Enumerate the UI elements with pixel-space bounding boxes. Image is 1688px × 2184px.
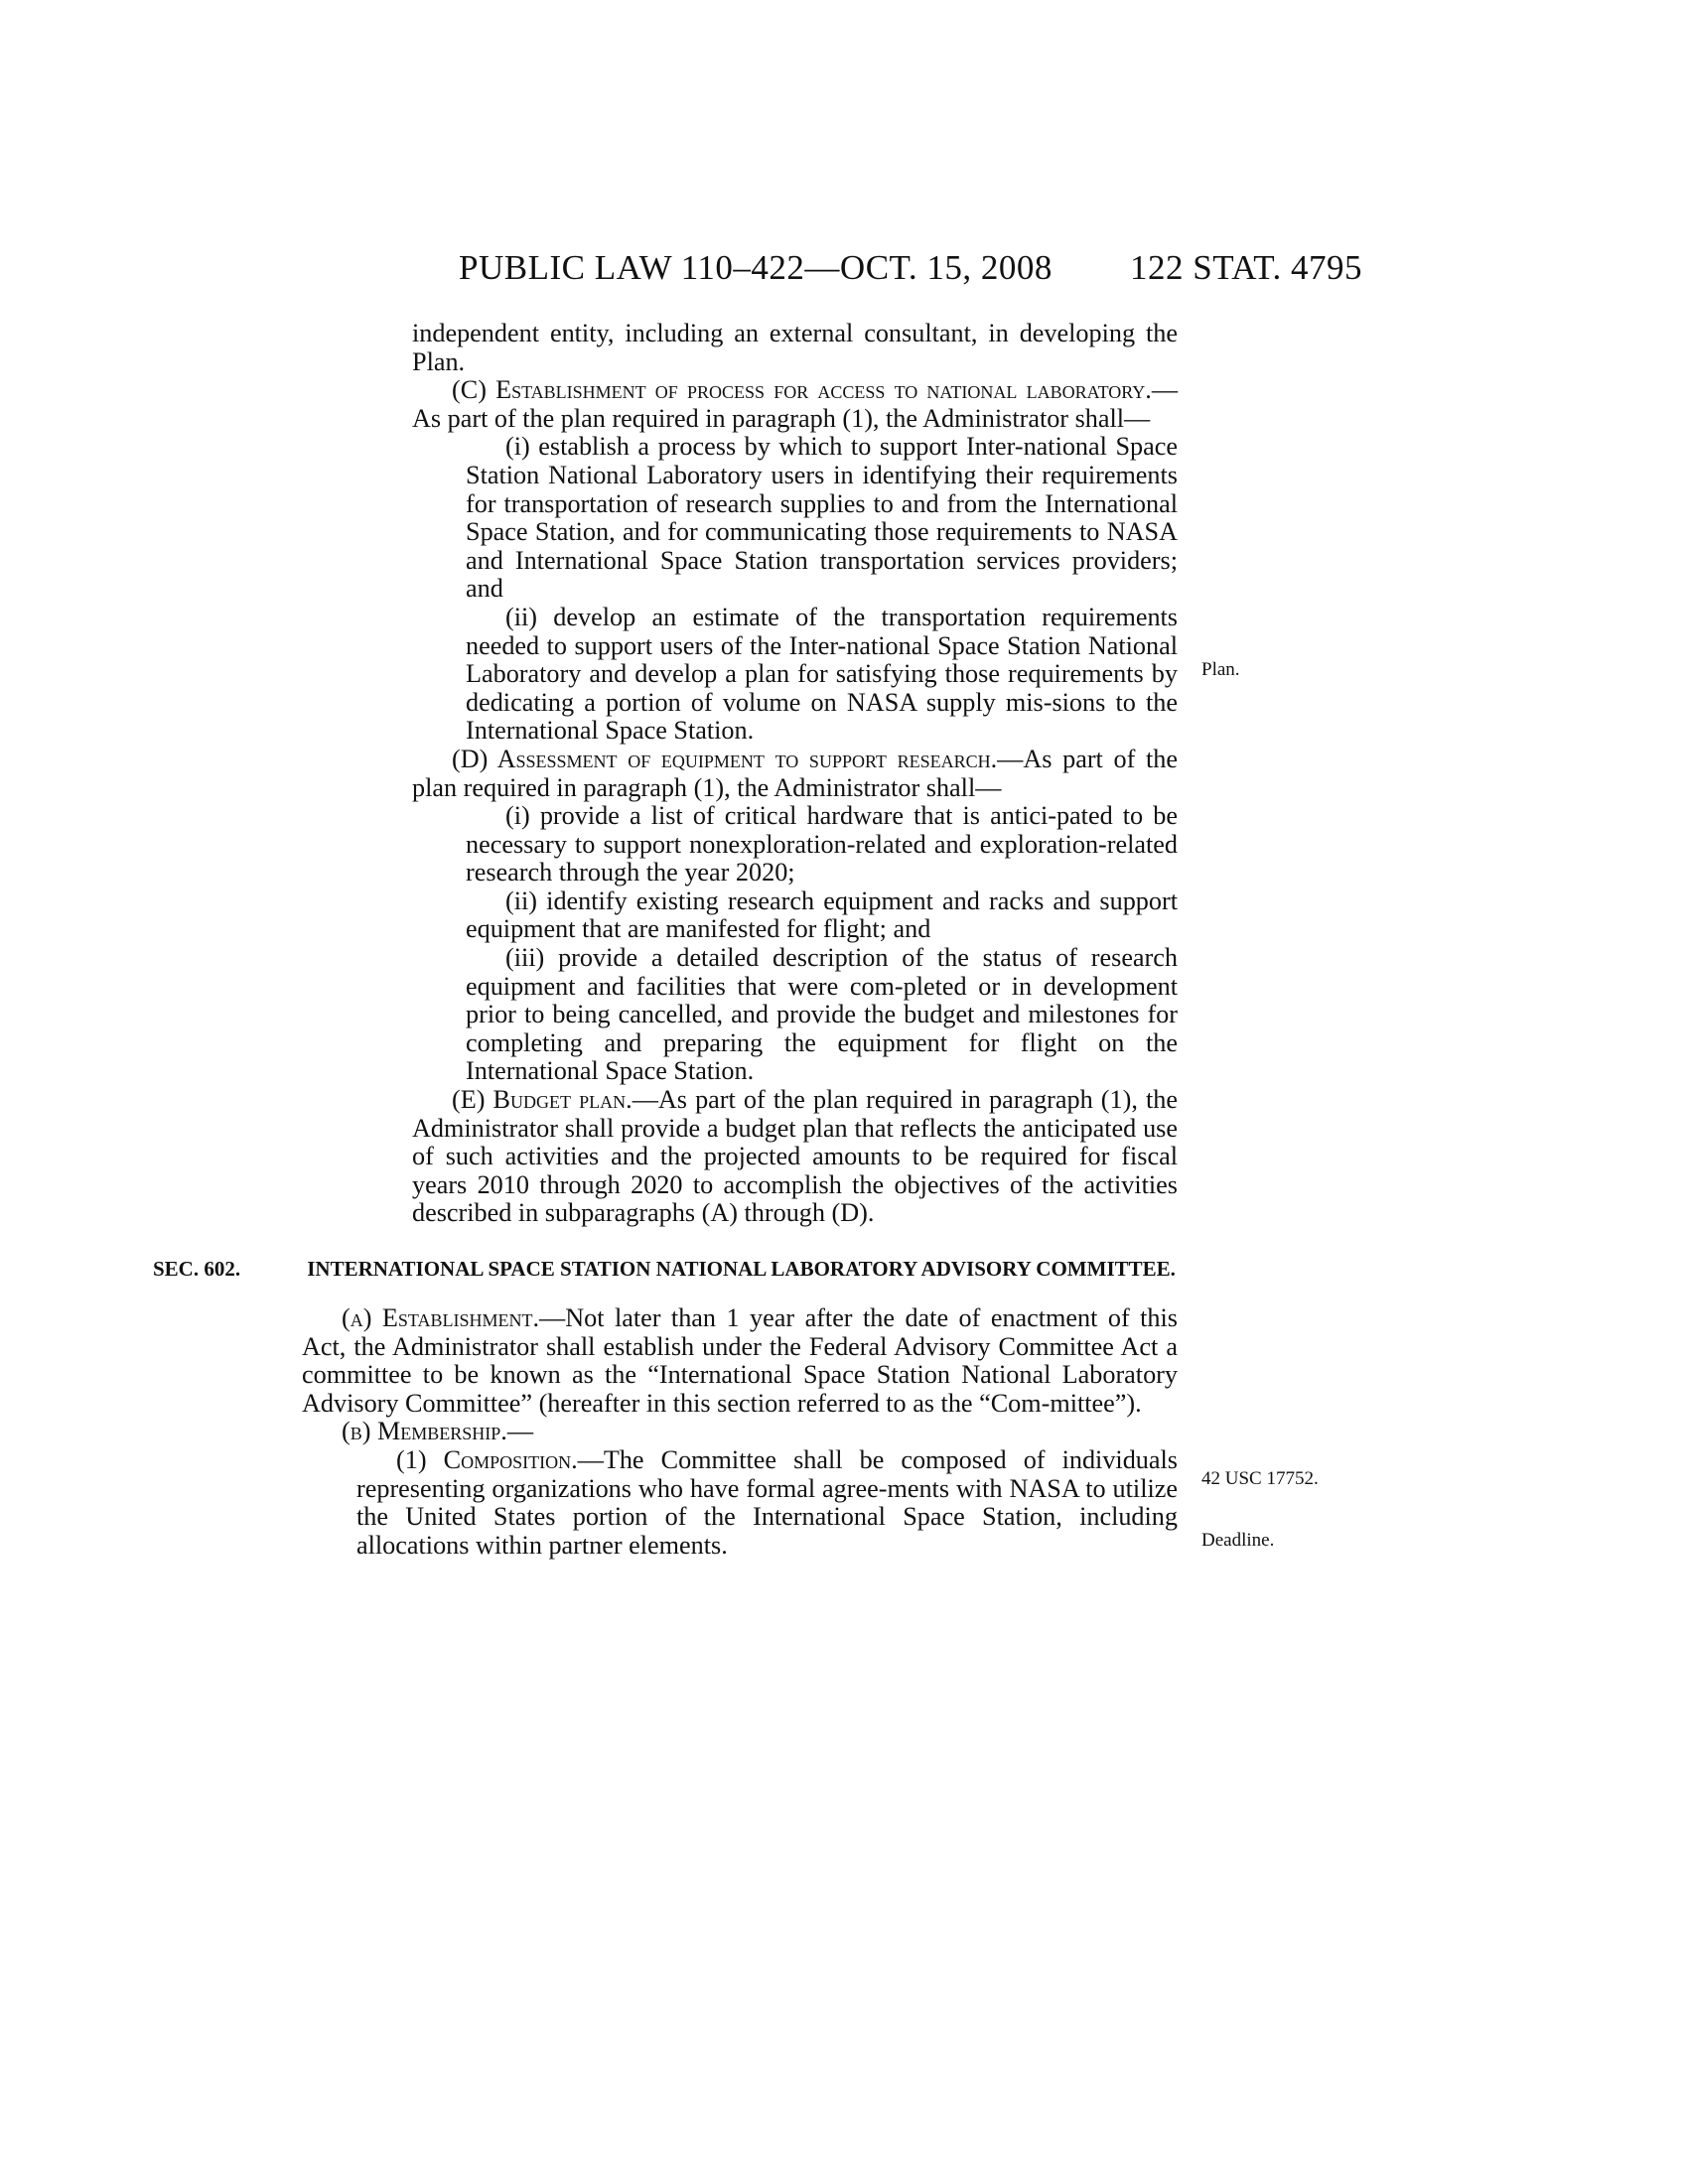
heading-a: (a) Establishment.	[342, 1303, 540, 1332]
clause-c-ii: (ii) develop an estimate of the transportation requirements needed to support users of the Inter-national Space Station National Laboratory and develop a plan for satisfying those requirements by dedicating a portion of volume on NASA supply mis-sions to the International Space Station.	[466, 602, 1178, 746]
margin-note-usc: 42 USC 17752.	[1201, 1468, 1319, 1489]
paragraph-b-1	[302, 1446, 1178, 1560]
subsection-b	[302, 1418, 1178, 1446]
section-heading: SEC. 602. INTERNATIONAL SPACE STATION NATIONAL LABORATORY ADVISORY COMMITTEE.	[153, 1257, 1176, 1281]
header-public-law: PUBLIC LAW 110–422—OCT. 15, 2008	[459, 248, 1053, 287]
clause-d-ii: (ii) identify existing research equipment and racks and support equipment that are manifested for flight; and	[466, 886, 1178, 944]
running-header	[459, 248, 1362, 288]
clause-c-i: (i) establish a process by which to support Inter-national Space Station National Laboratory users in identifying their requirements for transportation of research supplies to and from the International Space Station, and for communicating those requirements to NASA and International Space Station transportation services providers; and	[466, 432, 1178, 604]
paragraph-continuation: independent entity, including an external consultant, in developing the Plan.	[412, 319, 1178, 376]
document-body	[153, 319, 1178, 1560]
clause-d-iii: (iii) provide a detailed description of the status of research equipment and facilities that were com-pleted or in development prior to being cancelled, and provide the budget and milestones for completing and preparing the equipment for flight on the International Space Station.	[466, 943, 1178, 1086]
text-b: —	[506, 1417, 534, 1446]
paragraph-d	[302, 746, 1178, 802]
text-e: —As part of the plan required in paragraph (1), the Administrator shall provide a budget plan that reflects the anticipated use of such activities and the projected amounts to be required for fiscal years 2010 through 2020 to accomplish the objectives of the activities described in subparagraphs (A) through (D).	[412, 1085, 1178, 1228]
text-b-1: —The Committee shall be composed of individuals representing organizations who have formal agree-ments with NASA to utilize the United States portion of the International Space Station, including allocations within partner elements.	[356, 1444, 1178, 1560]
heading-b-1: (1) Composition.	[396, 1444, 578, 1474]
heading-b: (b) Membership.	[342, 1417, 507, 1446]
paragraph-c	[302, 376, 1178, 433]
subsection-a	[302, 1304, 1178, 1418]
margin-note-deadline: Deadline.	[1201, 1530, 1275, 1551]
text-c: —As part of the plan required in paragraph (1), the Administrator shall—	[412, 375, 1178, 433]
section-title: INTERNATIONAL SPACE STATION NATIONAL LABORATORY ADVISORY COMMITTEE.	[307, 1257, 1176, 1281]
clause-d-i: (i) provide a list of critical hardware that is antici-pated to be necessary to support nonexploration-related and exploration-related research through the year 2020;	[466, 801, 1178, 887]
text-a: —Not later than 1 year after the date of enactment of this Act, the Administrator shall establish under the Federal Advisory Committee Act a committee to be known as the “International Space Station National Laboratory Advisory Committee” (hereafter in this section referred to as the “Com-mittee”).	[302, 1303, 1178, 1418]
heading-c: (C) Establishment of process for access to national laboratory.	[452, 375, 1152, 405]
paragraph-e	[302, 1086, 1178, 1228]
text-d: —As part of the plan required in paragraph (1), the Administrator shall—	[412, 744, 1178, 802]
heading-e: (E) Budget plan.	[452, 1085, 633, 1115]
heading-d: (D) Assessment of equipment to support research.	[452, 744, 998, 773]
header-statute-page: 122 STAT. 4795	[1130, 248, 1362, 287]
margin-note-plan: Plan.	[1201, 659, 1240, 680]
